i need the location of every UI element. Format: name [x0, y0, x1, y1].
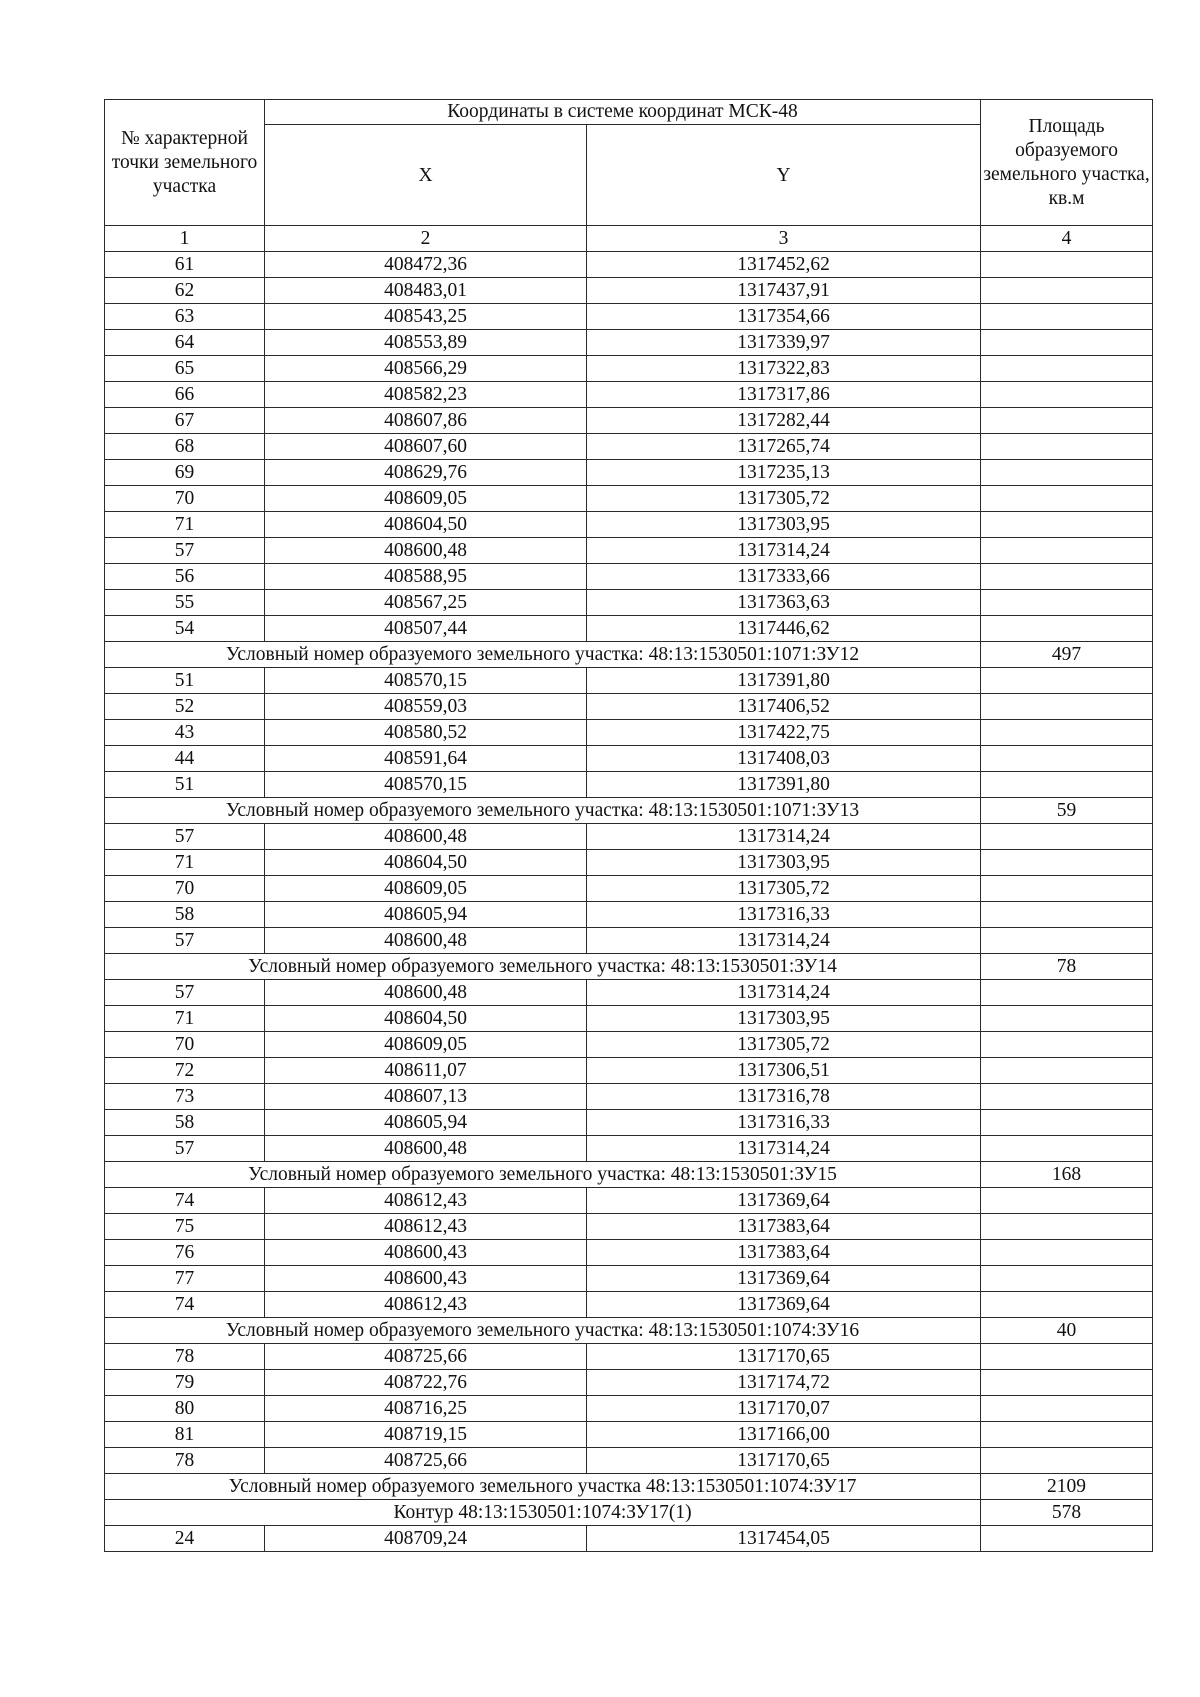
point-number-cell: 78: [105, 1344, 265, 1370]
point-number-cell: 64: [105, 330, 265, 356]
point-number-cell: 74: [105, 1292, 265, 1318]
y-coordinate-cell: 1317305,72: [587, 876, 981, 902]
table-row: [105, 538, 1153, 564]
area-cell: [981, 278, 1153, 304]
x-coordinate-cell: 408591,64: [265, 746, 587, 772]
x-coordinate-cell: 408600,48: [265, 928, 587, 954]
point-number-cell: 54: [105, 616, 265, 642]
area-cell: [981, 980, 1153, 1006]
y-coordinate-cell: 1317170,07: [587, 1396, 981, 1422]
point-number-cell: 68: [105, 434, 265, 460]
area-cell: [981, 902, 1153, 928]
table-row: [105, 408, 1153, 434]
point-number-cell: 74: [105, 1188, 265, 1214]
x-coordinate-cell: 408612,43: [265, 1188, 587, 1214]
parcel-area-cell: 78: [981, 954, 1153, 980]
table-row: [105, 694, 1153, 720]
table-row: [105, 1370, 1153, 1396]
point-number-cell: 70: [105, 486, 265, 512]
area-cell: [981, 720, 1153, 746]
x-coordinate-cell: 408709,24: [265, 1526, 587, 1552]
table-row: [105, 590, 1153, 616]
table-row: [105, 1058, 1153, 1084]
area-cell: [981, 1292, 1153, 1318]
parcel-row: [105, 954, 1153, 980]
y-coordinate-cell: 1317454,05: [587, 1526, 981, 1552]
table-row: [105, 1136, 1153, 1162]
y-coordinate-cell: 1317314,24: [587, 928, 981, 954]
point-number-cell: 71: [105, 850, 265, 876]
y-coordinate-cell: 1317333,66: [587, 564, 981, 590]
y-coordinate-cell: 1317314,24: [587, 538, 981, 564]
point-number-cell: 58: [105, 1110, 265, 1136]
point-number-cell: 57: [105, 928, 265, 954]
point-number-cell: 71: [105, 1006, 265, 1032]
table-row: [105, 1084, 1153, 1110]
x-coordinate-cell: 408716,25: [265, 1396, 587, 1422]
parcel-label-cell: Условный номер образуемого земельного участка: 48:13:1530501:1071:ЗУ13: [105, 798, 981, 824]
y-coordinate-cell: 1317265,74: [587, 434, 981, 460]
table-row: [105, 252, 1153, 278]
header-area: Площадь образуемого земельного участка, кв.м: [981, 100, 1153, 226]
area-cell: [981, 668, 1153, 694]
x-coordinate-cell: 408580,52: [265, 720, 587, 746]
table-row: [105, 382, 1153, 408]
point-number-cell: 66: [105, 382, 265, 408]
x-coordinate-cell: 408719,15: [265, 1422, 587, 1448]
table-row: [105, 772, 1153, 798]
x-coordinate-cell: 408607,86: [265, 408, 587, 434]
x-coordinate-cell: 408605,94: [265, 902, 587, 928]
table-row: [105, 1188, 1153, 1214]
area-cell: [981, 1370, 1153, 1396]
x-coordinate-cell: 408612,43: [265, 1214, 587, 1240]
y-coordinate-cell: 1317303,95: [587, 512, 981, 538]
area-cell: [981, 382, 1153, 408]
header-point-number: № характерной точки земельного участка: [105, 100, 265, 226]
table-row: [105, 1344, 1153, 1370]
x-coordinate-cell: 408725,66: [265, 1344, 587, 1370]
parcel-area-cell: 168: [981, 1162, 1153, 1188]
point-number-cell: 44: [105, 746, 265, 772]
y-coordinate-cell: 1317339,97: [587, 330, 981, 356]
area-cell: [981, 1006, 1153, 1032]
parcel-row: [105, 798, 1153, 824]
y-coordinate-cell: 1317316,33: [587, 902, 981, 928]
point-number-cell: 62: [105, 278, 265, 304]
point-number-cell: 67: [105, 408, 265, 434]
area-cell: [981, 460, 1153, 486]
table-row: [105, 980, 1153, 1006]
y-coordinate-cell: 1317303,95: [587, 1006, 981, 1032]
table-row: [105, 512, 1153, 538]
column-number-3: 3: [587, 226, 981, 252]
table-row: [105, 1396, 1153, 1422]
area-cell: [981, 616, 1153, 642]
point-number-cell: 75: [105, 1214, 265, 1240]
point-number-cell: 57: [105, 1136, 265, 1162]
x-coordinate-cell: 408609,05: [265, 486, 587, 512]
parcel-label-cell: Условный номер образуемого земельного участка: 48:13:1530501:1074:ЗУ16: [105, 1318, 981, 1344]
area-cell: [981, 512, 1153, 538]
point-number-cell: 78: [105, 1448, 265, 1474]
table-row: [105, 928, 1153, 954]
parcel-row: [105, 642, 1153, 668]
y-coordinate-cell: 1317305,72: [587, 1032, 981, 1058]
column-number-2: 2: [265, 226, 587, 252]
area-cell: [981, 1240, 1153, 1266]
point-number-cell: 70: [105, 876, 265, 902]
y-coordinate-cell: 1317170,65: [587, 1344, 981, 1370]
table-row: [105, 1214, 1153, 1240]
area-cell: [981, 1110, 1153, 1136]
point-number-cell: 79: [105, 1370, 265, 1396]
parcel-label-cell: Условный номер образуемого земельного участка: 48:13:1530501:ЗУ15: [105, 1162, 981, 1188]
point-number-cell: 65: [105, 356, 265, 382]
parcel-label-cell: Контур 48:13:1530501:1074:ЗУ17(1): [105, 1500, 981, 1526]
y-coordinate-cell: 1317408,03: [587, 746, 981, 772]
point-number-cell: 72: [105, 1058, 265, 1084]
x-coordinate-cell: 408600,48: [265, 1136, 587, 1162]
point-number-cell: 71: [105, 512, 265, 538]
area-cell: [981, 928, 1153, 954]
table-row: [105, 902, 1153, 928]
point-number-cell: 81: [105, 1422, 265, 1448]
area-cell: [981, 1448, 1153, 1474]
table-row: [105, 824, 1153, 850]
x-coordinate-cell: 408607,13: [265, 1084, 587, 1110]
y-coordinate-cell: 1317316,33: [587, 1110, 981, 1136]
table-row: [105, 746, 1153, 772]
x-coordinate-cell: 408543,25: [265, 304, 587, 330]
x-coordinate-cell: 408722,76: [265, 1370, 587, 1396]
y-coordinate-cell: 1317166,00: [587, 1422, 981, 1448]
table-row: [105, 564, 1153, 590]
point-number-cell: 57: [105, 538, 265, 564]
table-row: [105, 1266, 1153, 1292]
point-number-cell: 52: [105, 694, 265, 720]
parcel-area-cell: 578: [981, 1500, 1153, 1526]
header-row-top: [105, 100, 1153, 125]
area-cell: [981, 1136, 1153, 1162]
point-number-cell: 77: [105, 1266, 265, 1292]
x-coordinate-cell: 408472,36: [265, 252, 587, 278]
y-coordinate-cell: 1317369,64: [587, 1292, 981, 1318]
parcel-area-cell: 497: [981, 642, 1153, 668]
y-coordinate-cell: 1317406,52: [587, 694, 981, 720]
x-coordinate-cell: 408483,01: [265, 278, 587, 304]
point-number-cell: 43: [105, 720, 265, 746]
y-coordinate-cell: 1317317,86: [587, 382, 981, 408]
area-cell: [981, 252, 1153, 278]
y-coordinate-cell: 1317422,75: [587, 720, 981, 746]
x-coordinate-cell: 408607,60: [265, 434, 587, 460]
y-coordinate-cell: 1317314,24: [587, 1136, 981, 1162]
area-cell: [981, 356, 1153, 382]
header-row-numbers: [105, 226, 1153, 252]
table-row: [105, 460, 1153, 486]
y-coordinate-cell: 1317446,62: [587, 616, 981, 642]
x-coordinate-cell: 408629,76: [265, 460, 587, 486]
header-y: Y: [587, 125, 981, 226]
point-number-cell: 51: [105, 772, 265, 798]
y-coordinate-cell: 1317306,51: [587, 1058, 981, 1084]
area-cell: [981, 434, 1153, 460]
table-row: [105, 850, 1153, 876]
table-row: [105, 1422, 1153, 1448]
area-cell: [981, 1058, 1153, 1084]
point-number-cell: 63: [105, 304, 265, 330]
y-coordinate-cell: 1317235,13: [587, 460, 981, 486]
x-coordinate-cell: 408600,48: [265, 824, 587, 850]
x-coordinate-cell: 408570,15: [265, 772, 587, 798]
y-coordinate-cell: 1317363,63: [587, 590, 981, 616]
parcel-label-cell: Условный номер образуемого земельного участка: 48:13:1530501:1071:ЗУ12: [105, 642, 981, 668]
x-coordinate-cell: 408600,48: [265, 538, 587, 564]
area-cell: [981, 1396, 1153, 1422]
area-cell: [981, 564, 1153, 590]
x-coordinate-cell: 408600,48: [265, 980, 587, 1006]
x-coordinate-cell: 408588,95: [265, 564, 587, 590]
x-coordinate-cell: 408609,05: [265, 1032, 587, 1058]
area-cell: [981, 486, 1153, 512]
area-cell: [981, 1266, 1153, 1292]
parcel-row: [105, 1500, 1153, 1526]
table-row: [105, 356, 1153, 382]
parcel-label-cell: Условный номер образуемого земельного участка 48:13:1530501:1074:ЗУ17: [105, 1474, 981, 1500]
parcel-area-cell: 40: [981, 1318, 1153, 1344]
table-row: [105, 434, 1153, 460]
y-coordinate-cell: 1317174,72: [587, 1370, 981, 1396]
x-coordinate-cell: 408611,07: [265, 1058, 587, 1084]
table-row: [105, 1292, 1153, 1318]
parcel-area-cell: 2109: [981, 1474, 1153, 1500]
coordinates-table: [104, 99, 1153, 1552]
x-coordinate-cell: 408604,50: [265, 1006, 587, 1032]
area-cell: [981, 408, 1153, 434]
table-row: [105, 330, 1153, 356]
area-cell: [981, 1214, 1153, 1240]
area-cell: [981, 330, 1153, 356]
y-coordinate-cell: 1317314,24: [587, 980, 981, 1006]
table-row: [105, 304, 1153, 330]
y-coordinate-cell: 1317383,64: [587, 1240, 981, 1266]
table-row: [105, 720, 1153, 746]
y-coordinate-cell: 1317305,72: [587, 486, 981, 512]
x-coordinate-cell: 408604,50: [265, 512, 587, 538]
point-number-cell: 51: [105, 668, 265, 694]
x-coordinate-cell: 408604,50: [265, 850, 587, 876]
x-coordinate-cell: 408570,15: [265, 668, 587, 694]
y-coordinate-cell: 1317452,62: [587, 252, 981, 278]
x-coordinate-cell: 408553,89: [265, 330, 587, 356]
area-cell: [981, 824, 1153, 850]
x-coordinate-cell: 408612,43: [265, 1292, 587, 1318]
area-cell: [981, 1188, 1153, 1214]
table-row: [105, 486, 1153, 512]
table-row: [105, 668, 1153, 694]
y-coordinate-cell: 1317437,91: [587, 278, 981, 304]
y-coordinate-cell: 1317282,44: [587, 408, 981, 434]
point-number-cell: 61: [105, 252, 265, 278]
header-x: X: [265, 125, 587, 226]
area-cell: [981, 590, 1153, 616]
y-coordinate-cell: 1317354,66: [587, 304, 981, 330]
y-coordinate-cell: 1317314,24: [587, 824, 981, 850]
x-coordinate-cell: 408600,43: [265, 1266, 587, 1292]
y-coordinate-cell: 1317170,65: [587, 1448, 981, 1474]
parcel-row: [105, 1474, 1153, 1500]
point-number-cell: 76: [105, 1240, 265, 1266]
area-cell: [981, 1526, 1153, 1552]
point-number-cell: 70: [105, 1032, 265, 1058]
area-cell: [981, 850, 1153, 876]
parcel-row: [105, 1162, 1153, 1188]
y-coordinate-cell: 1317383,64: [587, 1214, 981, 1240]
x-coordinate-cell: 408507,44: [265, 616, 587, 642]
table-row: [105, 1110, 1153, 1136]
y-coordinate-cell: 1317391,80: [587, 772, 981, 798]
header-coordinates: Координаты в системе координат МСК-48: [265, 100, 981, 125]
y-coordinate-cell: 1317391,80: [587, 668, 981, 694]
y-coordinate-cell: 1317316,78: [587, 1084, 981, 1110]
x-coordinate-cell: 408566,29: [265, 356, 587, 382]
column-number-1: 1: [105, 226, 265, 252]
area-cell: [981, 772, 1153, 798]
area-cell: [981, 694, 1153, 720]
x-coordinate-cell: 408600,43: [265, 1240, 587, 1266]
area-cell: [981, 1344, 1153, 1370]
point-number-cell: 55: [105, 590, 265, 616]
table-row: [105, 876, 1153, 902]
parcel-area-cell: 59: [981, 798, 1153, 824]
point-number-cell: 69: [105, 460, 265, 486]
point-number-cell: 73: [105, 1084, 265, 1110]
table-row: [105, 1526, 1153, 1552]
area-cell: [981, 1084, 1153, 1110]
y-coordinate-cell: 1317322,83: [587, 356, 981, 382]
x-coordinate-cell: 408559,03: [265, 694, 587, 720]
point-number-cell: 57: [105, 980, 265, 1006]
area-cell: [981, 304, 1153, 330]
parcel-label-cell: Условный номер образуемого земельного участка: 48:13:1530501:ЗУ14: [105, 954, 981, 980]
area-cell: [981, 876, 1153, 902]
table-body: [105, 252, 1153, 1552]
point-number-cell: 24: [105, 1526, 265, 1552]
table-row: [105, 278, 1153, 304]
area-cell: [981, 746, 1153, 772]
point-number-cell: 56: [105, 564, 265, 590]
x-coordinate-cell: 408567,25: [265, 590, 587, 616]
parcel-row: [105, 1318, 1153, 1344]
column-number-4: 4: [981, 226, 1153, 252]
area-cell: [981, 1422, 1153, 1448]
y-coordinate-cell: 1317369,64: [587, 1266, 981, 1292]
x-coordinate-cell: 408605,94: [265, 1110, 587, 1136]
area-cell: [981, 1032, 1153, 1058]
area-cell: [981, 538, 1153, 564]
x-coordinate-cell: 408582,23: [265, 382, 587, 408]
table-row: [105, 1006, 1153, 1032]
table-row: [105, 1448, 1153, 1474]
y-coordinate-cell: 1317369,64: [587, 1188, 981, 1214]
point-number-cell: 58: [105, 902, 265, 928]
table-row: [105, 1032, 1153, 1058]
x-coordinate-cell: 408609,05: [265, 876, 587, 902]
table-row: [105, 1240, 1153, 1266]
point-number-cell: 57: [105, 824, 265, 850]
x-coordinate-cell: 408725,66: [265, 1448, 587, 1474]
table-row: [105, 616, 1153, 642]
point-number-cell: 80: [105, 1396, 265, 1422]
y-coordinate-cell: 1317303,95: [587, 850, 981, 876]
